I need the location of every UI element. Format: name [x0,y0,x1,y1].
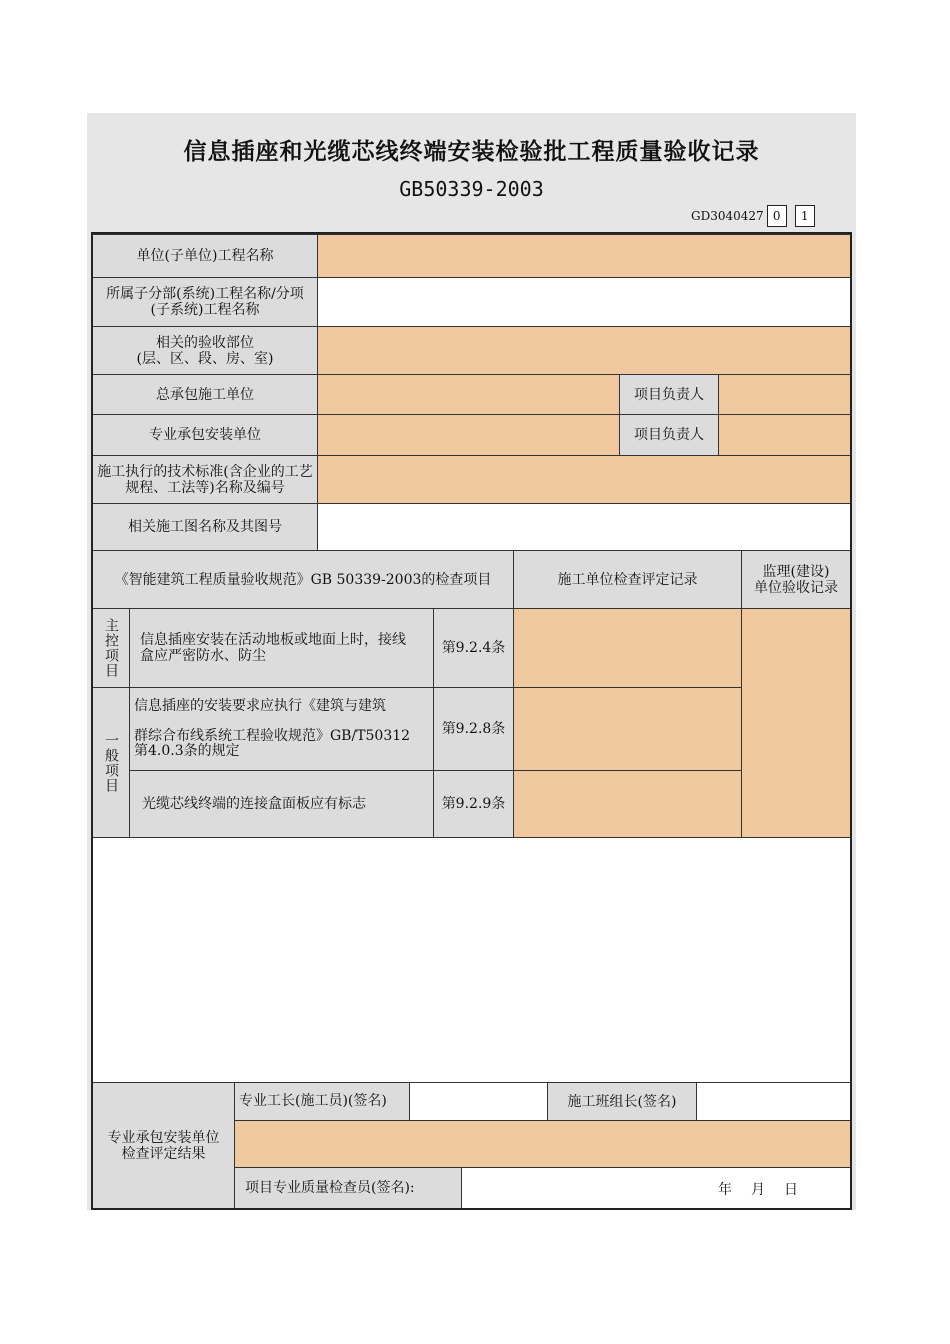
inspection-item-3-text: 光缆芯线终端的连接盒面板应有标志 [129,770,434,838]
inspection-items-header: 《智能建筑工程质量验收规范》GB 50339-2003的检查项目 [92,550,514,609]
inspection-item-2-clause: 第9.2.8条 [433,687,514,771]
supervisor-record-header: 监理(建设) 单位验收记录 [741,550,851,609]
result-label: 专业承包安装单位 检查评定结果 [92,1082,235,1209]
drawings-label: 相关施工图名称及其图号 [92,503,318,551]
acceptance-location-label: 相关的验收部位 (层、区、段、房、室) [92,326,318,375]
specialty-contractor-field[interactable] [317,414,620,456]
team-leader-label: 施工班组长(签名) [547,1082,697,1121]
inspection-item-1-text: 信息插座安装在活动地板或地面上时，接线 盒应严密防水、防尘 [129,608,434,688]
unit-project-name-label: 单位(子单位)工程名称 [92,234,318,278]
date-month: 月 [751,1182,765,1198]
general-contractor-field[interactable] [317,374,620,415]
inspector-label: 项目专业质量检查员(签名): [234,1167,462,1209]
contractor-record-header: 施工单位检查评定记录 [513,550,742,609]
date-year: 年 [718,1182,732,1198]
main-control-label: 主控项目 [92,608,130,688]
technical-standard-label: 施工执行的技术标准(含企业的工艺规程、工法等)名称及编号 [92,455,318,504]
code-box-2[interactable]: 1 [795,205,815,227]
date-day: 日 [784,1182,798,1198]
supervisor-record-field[interactable] [741,608,851,838]
code-box-1[interactable]: 0 [767,205,787,227]
inspection-item-1-clause: 第9.2.4条 [433,608,514,688]
specialty-contractor-label: 专业承包安装单位 [92,414,318,456]
form-title: 信息插座和光缆芯线终端安装检验批工程质量验收记录 [183,139,760,165]
project-manager-field-1[interactable] [718,374,851,415]
inspection-item-2-contractor-record[interactable] [513,687,742,771]
inspection-item-2-text: 信息插座的安装要求应执行《建筑与建筑 群综合布线系统工程验收规范》GB/T50312 第4.0.3条的规定 [129,687,434,771]
standard-number: GB50339-2003 [399,177,544,201]
project-manager-label-1: 项目负责人 [619,374,719,415]
team-leader-signature-field[interactable] [696,1082,851,1121]
project-manager-label-2: 项目负责人 [619,414,719,456]
project-manager-field-2[interactable] [718,414,851,456]
inspection-item-3-contractor-record[interactable] [513,770,742,838]
foreman-signature-field[interactable] [409,1082,548,1121]
drawings-field[interactable] [317,503,851,551]
inspection-item-1-contractor-record[interactable] [513,608,742,688]
unit-project-name-field[interactable] [317,234,851,278]
subdivision-name-label: 所属子分部(系统)工程名称/分项(子系统)工程名称 [92,277,318,327]
general-items-label: 一般项目 [92,687,130,838]
foreman-label: 专业工长(施工员)(签名) [234,1082,410,1121]
technical-standard-field[interactable] [317,455,851,504]
subdivision-name-field[interactable] [317,277,851,327]
general-contractor-label: 总承包施工单位 [92,374,318,415]
blank-remarks-area[interactable] [92,837,851,1083]
acceptance-location-field[interactable] [317,326,851,375]
form-code [691,205,815,227]
inspection-item-3-clause: 第9.2.9条 [433,770,514,838]
form-code-text: GD3040427 [691,209,764,223]
result-field[interactable] [234,1120,851,1168]
